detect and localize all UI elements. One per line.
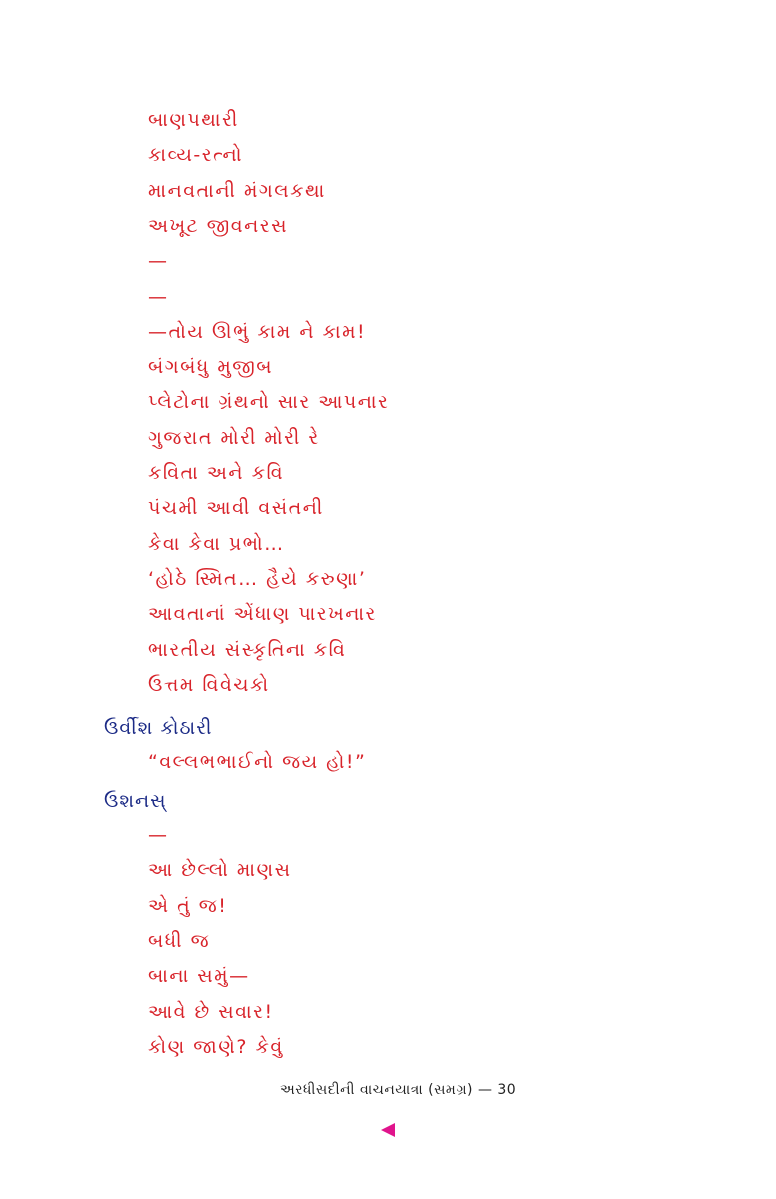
work-title: “વલ્લભભાઈનો જય હો!” — [148, 751, 367, 773]
work-title: — — [148, 285, 169, 308]
author-name: ઉર્વીશ કોઠારી — [104, 717, 213, 739]
work-title: એ તું જ! — [148, 894, 228, 917]
work-title: ગુજરાત મોરી મોરી રે — [148, 426, 320, 449]
work-title: માનવતાની મંગલકથા — [148, 179, 326, 202]
work-title: આવે છે સવાર! — [148, 1000, 274, 1023]
work-title: આવતાનાં એંધાણ પારખનાર — [148, 603, 377, 626]
previous-page-button[interactable] — [379, 1122, 397, 1138]
work-title: ભારતીય સંસ્કૃતિના કવિ — [148, 638, 347, 661]
work-title: બાણપથારી — [148, 109, 239, 131]
work-title: બધી જ — [148, 929, 211, 952]
work-title: બંગબંધુ મુજીબ — [148, 356, 274, 379]
work-title: કોણ જાણે? કેવું — [148, 1035, 284, 1058]
work-title: કવિતા અને કવિ — [148, 462, 285, 484]
page-footer: અરધીસદીની વાચનયાત્રા (સમગ્ર) — 30 — [280, 1082, 517, 1098]
left-triangle-arrow-icon — [379, 1122, 397, 1138]
work-title: કાવ્ય-રત્નો — [148, 144, 243, 167]
work-title: પંચમી આવી વસંતની — [148, 497, 324, 520]
work-title: — — [148, 250, 169, 273]
work-title: કેવા કેવા પ્રભો… — [148, 532, 285, 555]
work-title: પ્લેટોના ગ્રંથનો સાર આપનાર — [148, 391, 390, 414]
work-title: બાના સમું— — [148, 965, 250, 988]
work-title: આ છેલ્લો માણસ — [148, 859, 292, 882]
work-title: અખૂટ જીવનરસ — [148, 214, 288, 237]
work-title: —તોય ઊભું કામ ને કામ! — [148, 320, 367, 343]
work-title: ઉત્તમ વિવેચકો — [148, 673, 270, 696]
work-title: ‘હોઠે સ્મિત… હૈયે કરુણા’ — [148, 567, 367, 590]
work-title: — — [148, 824, 169, 846]
author-name: ઉશનસ્ — [104, 790, 167, 812]
